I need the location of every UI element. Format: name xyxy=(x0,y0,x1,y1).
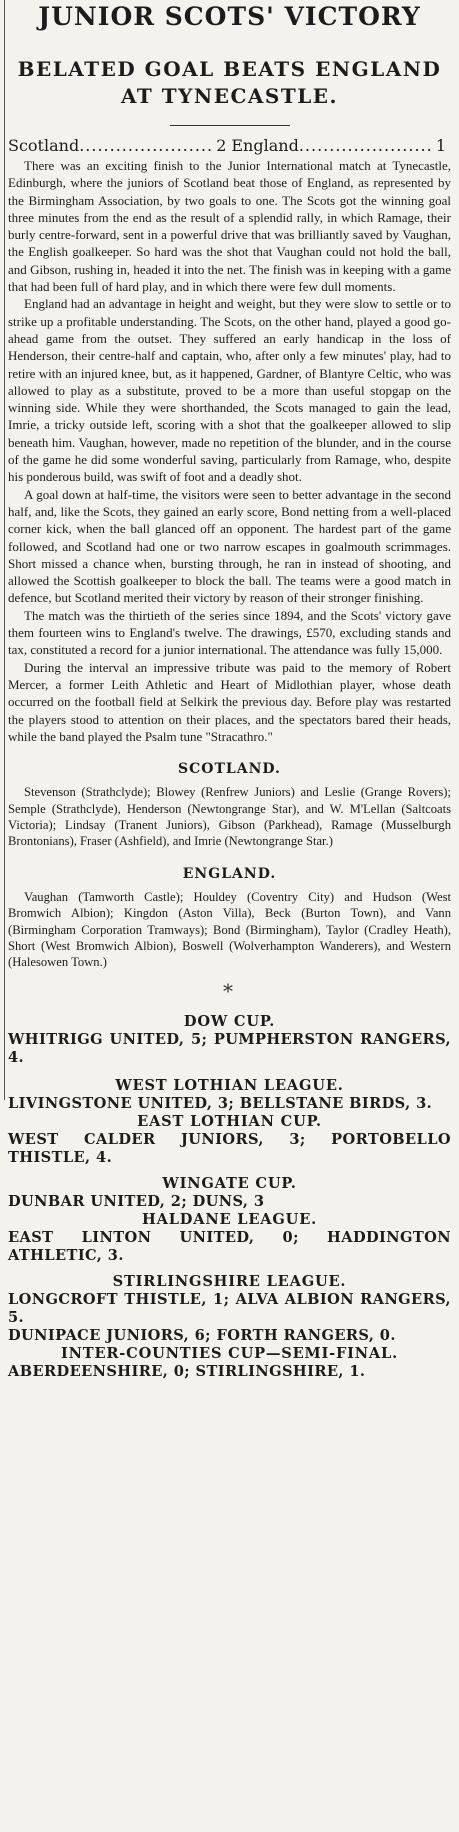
result-line: LONGCROFT THISTLE, 1; ALVA ALBION RANGERS, 5. xyxy=(8,1290,451,1326)
result-line: WEST CALDER JUNIORS, 3; PORTOBELLO THISTLE, 4. xyxy=(8,1130,451,1166)
home-goals: 2 xyxy=(216,137,227,155)
score-leader-dots xyxy=(299,137,432,155)
scotland-lineup: Stevenson (Strathclyde); Blowey (Renfrew Juniors) and Leslie (Grange Rovers); Semple (Strathclyde), Henderson (Newtongrange Star), and W. M'Lellan (Saltcoats Victoria); Lindsay (Tranent Juniors), Gibson (Parkhead), Ramage (Musselburgh Brontonians), Fraser (Ashfield), and Imrie (Newtongrange Star.) xyxy=(8,785,451,849)
paragraph: During the interval an impressive tribute was paid to the memory of Robert Mercer, a former Leith Athletic and Heart of Midlothian player, whose death occurred on the football field at Selkirk the previous day. Before play was restarted the players stood to attention on their places, and the spectators bared their heads, while the band played the Psalm tune "Stracathro." xyxy=(8,659,451,744)
result-heading: EAST LOTHIAN CUP. xyxy=(137,1112,322,1130)
result-heading: STIRLINGSHIRE LEAGUE. xyxy=(112,1272,347,1290)
result-heading: WINGATE CUP. xyxy=(162,1174,297,1192)
result-heading: DOW CUP. xyxy=(183,1012,276,1030)
result-heading: WEST LOTHIAN LEAGUE. xyxy=(115,1076,344,1094)
subheadline xyxy=(8,56,451,110)
results-list xyxy=(8,1013,451,1381)
result-line: LIVINGSTONE UNITED, 3; BELLSTANE BIRDS, 3. xyxy=(8,1094,433,1112)
scotland-team-heading: SCOTLAND. xyxy=(178,761,281,778)
paragraph: England had an advantage in height and weight, but they were slow to settle or to strike up a profitable understanding. The Scots, on the other hand, played a good go-ahead game from the outset. They suffered an early handicap in the loss of Henderson, their centre-half and captain, who, after only a few minutes' play, had to retire with an injured knee, but, as it happened, Gardner, of Blantyre Celtic, who was allowed to play as a substitute, proved to be a more than useful stopgap on the winning side. While they were shorthanded, the Scots managed to gain the lead, Imrie, a tricky outside left, scoring with a shot that the goalkeeper allowed to slip beneath him. Vaughan, however, made no repetition of the blunder, and in the course of the game he did some wonderful saving, particularly from Ramage, who, despite his ponderous build, was swift of foot and a deadly shot. xyxy=(8,296,451,485)
away-team: England xyxy=(231,137,299,155)
paragraph: The match was the thirtieth of the series since 1894, and the Scots' victory gave them fourteen wins to England's twelve. The drawings, £570, excluding stands and tax, constituted a record for a junior international. The attendance was fully 15,000. xyxy=(8,607,451,658)
article-body xyxy=(8,157,451,745)
result-line: WHITRIGG UNITED, 5; PUMPHERSTON RANGERS, 4. xyxy=(8,1030,451,1066)
subheadline-line-1: BELATED GOAL BEATS ENGLAND xyxy=(17,57,442,81)
column-rule xyxy=(4,0,5,1100)
section-divider: * xyxy=(223,978,236,1003)
result-line: EAST LINTON UNITED, 0; HADDINGTON ATHLETIC, 3. xyxy=(8,1228,451,1264)
result-heading: HALDANE LEAGUE. xyxy=(142,1210,317,1228)
result-line: ABERDEENSHIRE, 0; STIRLINGSHIRE, 1. xyxy=(8,1362,366,1380)
headline: JUNIOR SCOTS' VICTORY xyxy=(38,2,421,31)
england-team-heading: ENGLAND. xyxy=(182,865,277,882)
result-heading: INTER-COUNTIES CUP—SEMI-FINAL. xyxy=(61,1344,398,1362)
paragraph: There was an exciting finish to the Junior International match at Tynecastle, Edinburgh, where the juniors of Scotland beat those of England, as represented by the Birmingham Association, by two goals to one. The Scots got the winning goal three minutes from the end as the result of a splendid rally, in which Ramage, their burly centre-forward, sent in a powerful drive that was brilliantly saved by Vaughan, the English goalkeeper. So hard was the shot that Vaughan could not hold the ball, and Gibson, rushing in, headed it into the net. The finish was in keeping with a game that had been full of hard play, and in which there were few dull moments. xyxy=(8,158,451,295)
article-column xyxy=(8,0,451,1381)
england-lineup: Vaughan (Tamworth Castle); Houldey (Coventry City) and Hudson (West Bromwich Albion); Kingdon (Aston Villa), Beck (Burton Town), and Vann (Birmingham Corporation Tramways); Bond (Birmingham), Taylor (Cradley Heath), Short (West Bromwich Albion), Boswell (Wolverhampton Wanderers), and Western (Halesowen Town.) xyxy=(8,889,451,970)
home-team: Scotland xyxy=(8,137,80,155)
paragraph: A goal down at half-time, the visitors were seen to better advantage in the second half, and, like the Scots, they gained an early score, Bond netting from a well-placed corner kick, when the ball glanced off an opponent. The hardest part of the game followed, and Scotland had one or two narrow escapes in goalmouth scrimmages. Short missed a chance when, bursting through, he ran in instead of shooting, and allowed the Scottish goalkeeper to block the ball. The teams were a good match in defence, but Scotland merited their victory by reason of their stronger finishing. xyxy=(8,486,451,606)
subheadline-line-2: AT TYNECASTLE. xyxy=(121,84,338,108)
headline-rule xyxy=(170,125,290,126)
score-leader-dots xyxy=(79,137,212,155)
away-goals: 1 xyxy=(435,137,446,155)
result-line: DUNIPACE JUNIORS, 6; FORTH RANGERS, 0. xyxy=(8,1326,396,1344)
score-line xyxy=(8,137,451,155)
result-line: DUNBAR UNITED, 2; DUNS, 3 xyxy=(8,1192,265,1210)
